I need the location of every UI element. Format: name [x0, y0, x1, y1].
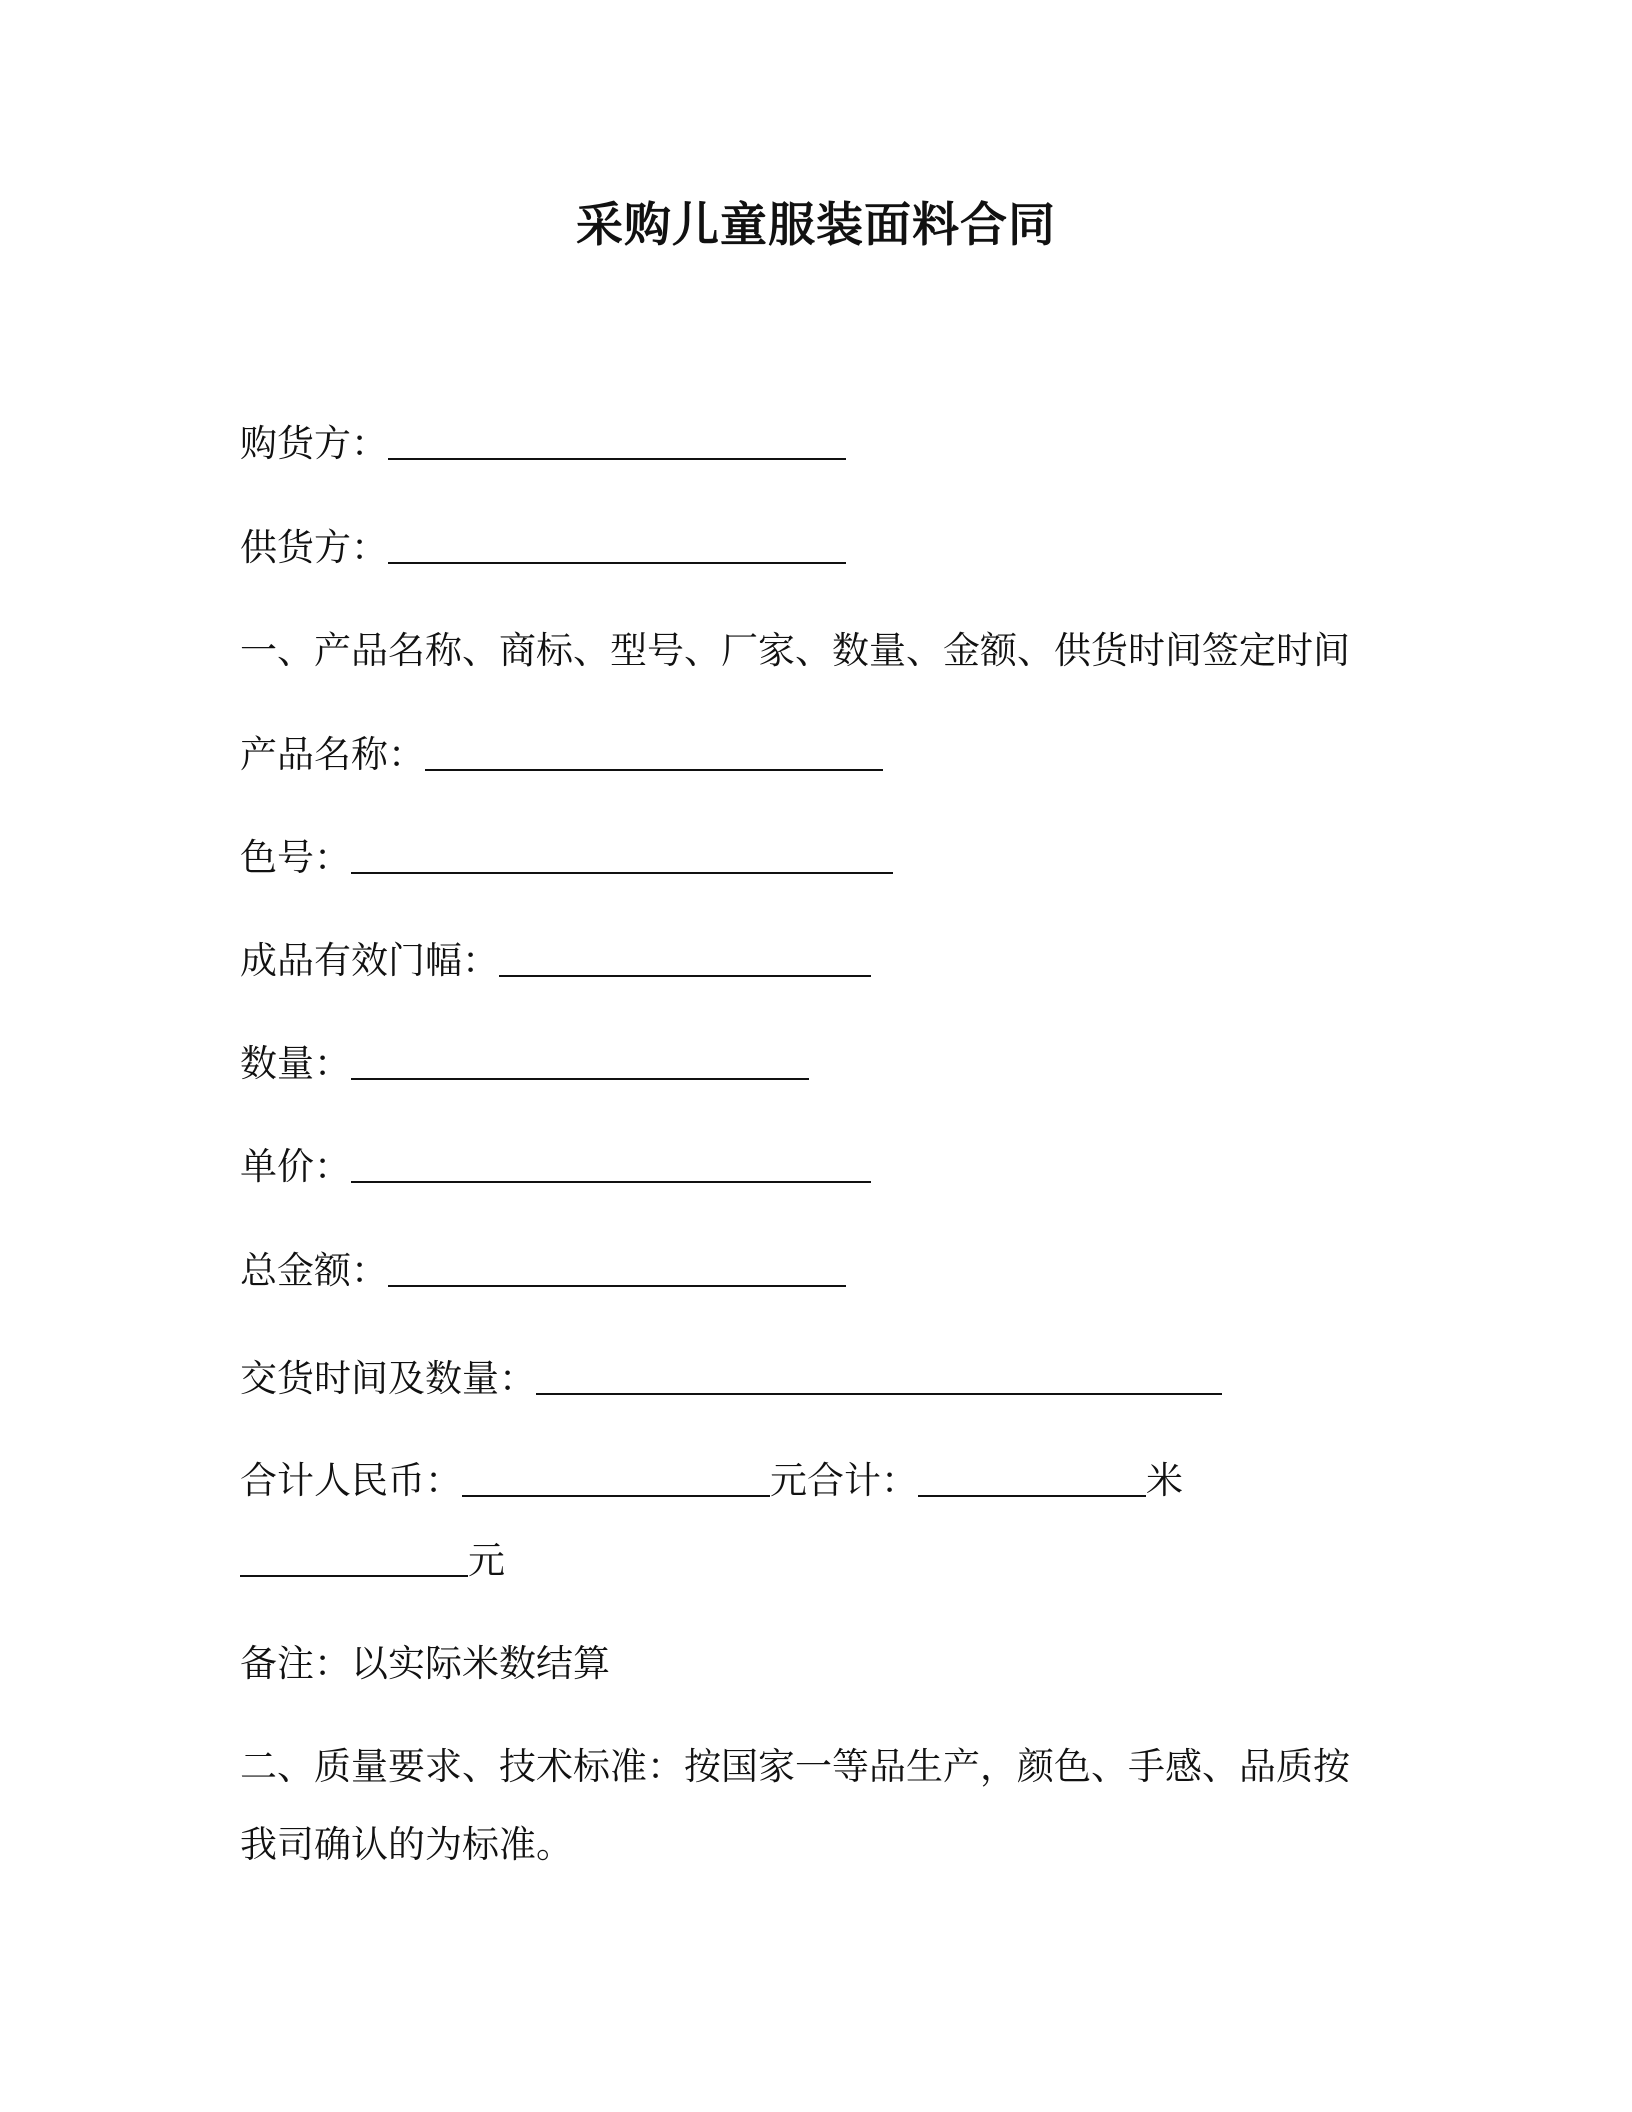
section-2-line-1: 二、质量要求、技术标准：按国家一等品生产，颜色、手感、品质按 — [240, 1745, 1350, 1788]
supplier-line — [240, 524, 846, 572]
color-no-blank[interactable] — [351, 842, 893, 874]
section-2-line-2: 我司确认的为标准。 — [240, 1823, 573, 1866]
product-name-line — [240, 731, 883, 779]
total-rmb-line — [240, 1457, 1183, 1505]
total-rmb-label: 合计人民币： — [240, 1459, 462, 1502]
total-amount-blank[interactable] — [388, 1255, 846, 1287]
width-label: 成品有效门幅： — [240, 939, 499, 982]
delivery-label: 交货时间及数量： — [240, 1357, 536, 1400]
supplier-label: 供货方： — [240, 526, 388, 569]
total-rmb-blank[interactable] — [462, 1465, 770, 1497]
unit-price-line — [240, 1143, 871, 1191]
buyer-label: 购货方： — [240, 422, 388, 465]
width-blank[interactable] — [499, 945, 871, 977]
meter-unit: 米 — [1146, 1459, 1183, 1502]
product-name-blank[interactable] — [425, 739, 883, 771]
section-1-heading: 一、产品名称、商标、型号、厂家、数量、金额、供货时间签定时间 — [240, 629, 1350, 672]
delivery-blank[interactable] — [536, 1363, 1222, 1395]
quantity-blank[interactable] — [351, 1048, 809, 1080]
yuan-line — [240, 1537, 505, 1585]
unit-price-blank[interactable] — [351, 1151, 871, 1183]
width-line — [240, 937, 871, 985]
yuan-unit: 元 — [468, 1539, 505, 1582]
color-no-label: 色号： — [240, 836, 351, 879]
color-no-line — [240, 834, 893, 882]
unit-price-label: 单价： — [240, 1145, 351, 1188]
supplier-blank[interactable] — [388, 532, 846, 564]
meter-total-blank[interactable] — [918, 1465, 1146, 1497]
yuan-blank[interactable] — [240, 1545, 468, 1577]
remark-line: 备注：以实际米数结算 — [240, 1642, 610, 1685]
quantity-label: 数量： — [240, 1042, 351, 1085]
yuan-total-label: 元合计： — [770, 1459, 918, 1502]
total-amount-label: 总金额： — [240, 1249, 388, 1292]
buyer-blank[interactable] — [388, 428, 846, 460]
document-title: 采购儿童服装面料合同 — [576, 198, 1056, 253]
quantity-line — [240, 1040, 809, 1088]
product-name-label: 产品名称： — [240, 733, 425, 776]
total-amount-line — [240, 1247, 846, 1295]
delivery-line — [240, 1355, 1222, 1403]
buyer-line — [240, 420, 846, 468]
